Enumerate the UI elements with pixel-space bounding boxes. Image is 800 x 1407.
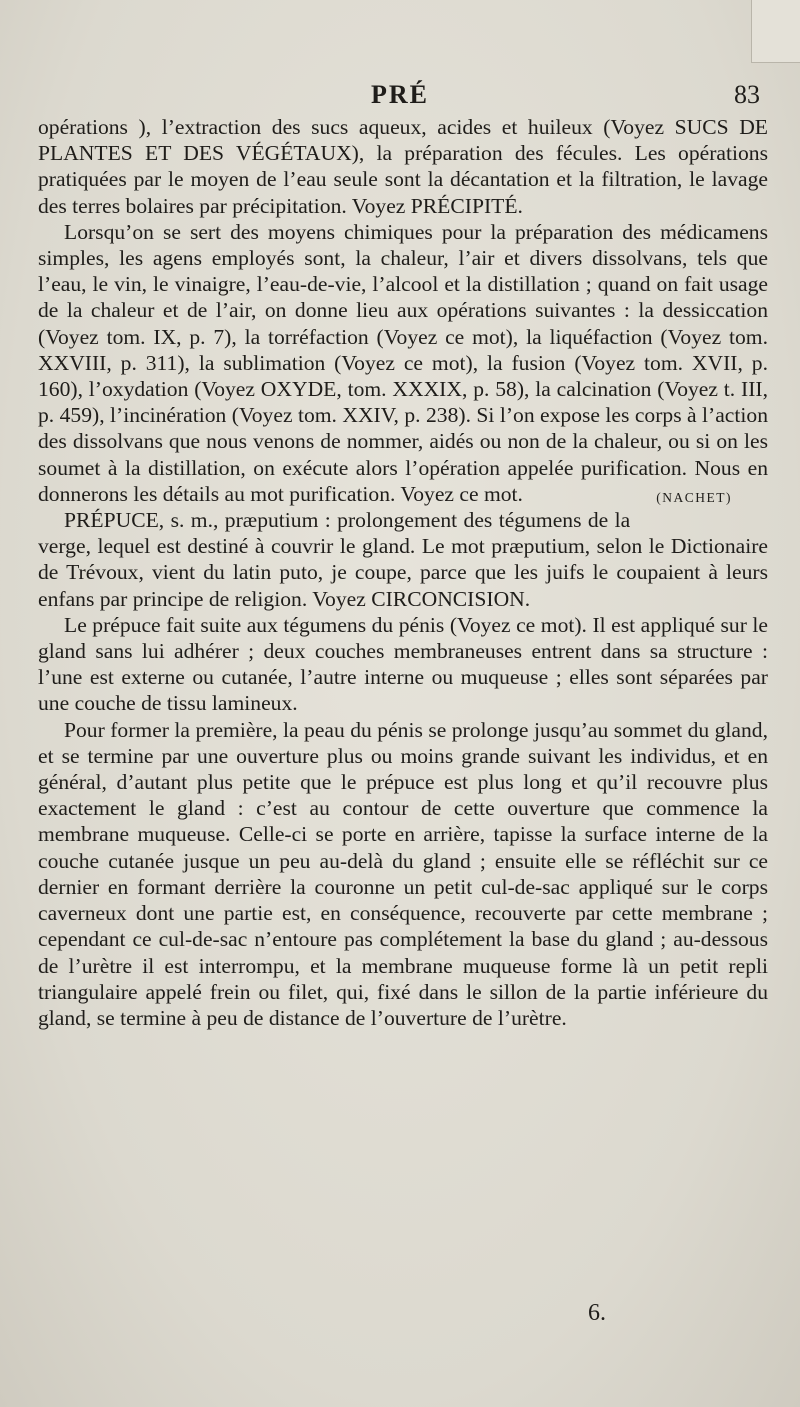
paragraph-chemical-means — [38, 219, 768, 507]
article-body — [38, 114, 768, 1031]
printer-signature-mark: 6. — [588, 1300, 606, 1326]
paragraph-preparation-methods: opérations ), l’extraction des sucs aqueux, acides et huileux (Voyez SUCS DE PLANTES ET DES VÉGÉTAUX), la préparation des fécules. Les opérations pratiquées par le moyen de l’eau seule sont la décantation et la filtration, le lavage des terres bolaires par précipitation. Voyez PRÉCIPITÉ. — [38, 115, 768, 218]
page-number: 83 — [734, 80, 760, 109]
paragraph-chemical-means-text: Lorsqu’on se sert des moyens chimiques pour la préparation des médicamens simples, les agens employés sont, la chaleur, l’air et divers dissolvans, tels que l’eau, le vin, le vinaigre, l’eau-de-vie, l’alcool et la distillation ; quand on fait usage de la chaleur et de l’air, on donne lieu aux opérations suivantes : la dessiccation (Voyez tom. IX, p. 7), la torréfaction (Voyez ce mot), la liquéfaction (Voyez tom. XXVIII, p. 311), la sublimation (Voyez ce mot), la fusion (Voyez tom. XVII, p. 160), l’oxydation (Voyez OXYDE, tom. XXXIX, p. 58), la calcination (Voyez t. III, p. 459), l’incinération (Voyez tom. XXIV, p. 238). Si l’on expose les corps à l’action des dissolvans que nous venons de nommer, aidés ou non de la chaleur, ou si on les soumet à la distillation, on exécute alors l’opération appelée purification. Nous en donnerons les détails au mot purification. Voyez ce mot. — [38, 219, 768, 506]
running-head — [40, 80, 760, 110]
paragraph-structure: Le prépuce fait suite aux tégumens du pénis (Voyez ce mot). Il est appliqué sur le gland sans lui adhérer ; deux couches membraneuses entrent dans sa structure : l’une est externe ou cutanée, l’autre interne ou muqueuse ; elles sont séparées par une couche de tissu lamineux. — [38, 612, 768, 716]
entry-prepuce: PRÉPUCE, s. m., præputium : prolongement des tégumens de la verge, lequel est destiné à couvrir le gland. Le mot præputium, selon le Dictionaire de Trévoux, vient du latin puto, je coupe, parce que les juifs le coupaient à leurs enfans par principe de religion. Voyez CIRCONCISION. — [38, 508, 768, 611]
running-head-title: PRÉ — [371, 80, 429, 109]
page-corner-mark — [751, 0, 800, 63]
paragraph-first-layer: Pour former la première, la peau du pénis se prolonge jusqu’au sommet du gland, et se termine par une ouverture plus ou moins grande suivant les individus, et en général, d’autant plus petite que le prépuce est plus long et qu’il recouvre plus exactement le gland : c’est au contour de cette ouverture que commence la membrane muqueuse. Celle-ci se porte en arrière, tapisse la surface interne de la couche cutanée jusque un peu au-delà du gland ; ensuite elle se réfléchit sur ce dernier en formant derrière la couronne un petit cul-de-sac appliqué sur le corps caverneux dont une partie est, en conséquence, recouverte par cette membrane ; cependant ce cul-de-sac n’entoure pas complétement la base du gland ; au-dessous de l’urètre il est interrompu, et la membrane muqueuse forme là un petit repli triangulaire appelé frein ou filet, qui, fixé dans le sillon de la partie inférieure du gland, se termine à peu de distance de l’ouverture de l’urètre. — [38, 717, 768, 1030]
author-signature: (NACHET) — [656, 489, 732, 505]
